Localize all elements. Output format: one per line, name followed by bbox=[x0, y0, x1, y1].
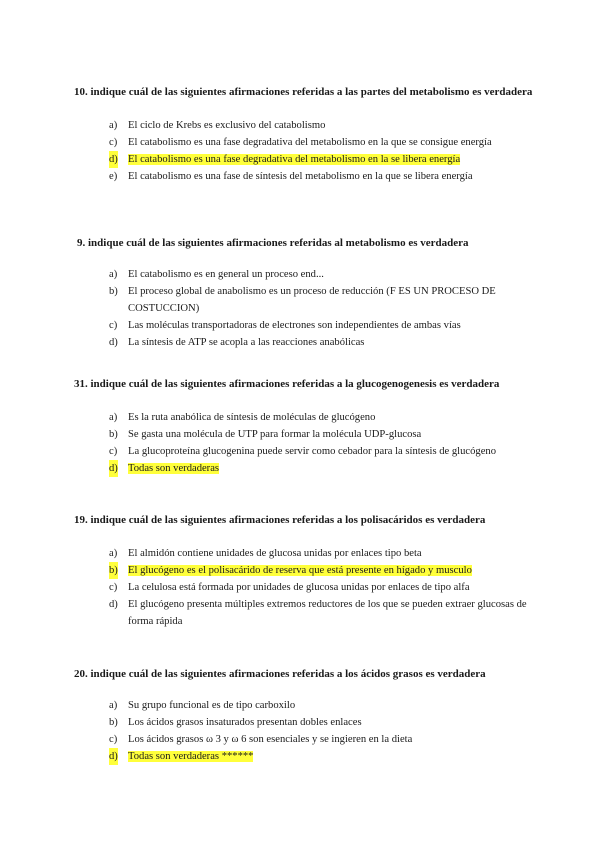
option-text: Es la ruta anabólica de síntesis de moléculas de glucógeno bbox=[128, 412, 376, 423]
option-text: El proceso global de anabolismo es un proceso de reducción (F ES UN PROCESO DE COSTUCCION) bbox=[128, 286, 496, 314]
option-d bbox=[0, 596, 600, 630]
option-letter: c) bbox=[109, 137, 118, 148]
option-b bbox=[0, 283, 600, 317]
question-title: 10. indique cuál de las siguientes afirmaciones referidas a las partes del metabolismo es verdadera bbox=[74, 86, 533, 98]
question-title: 31. indique cuál de las siguientes afirmaciones referidas a la glucogenogenesis es verdadera bbox=[74, 378, 500, 390]
option-text: El ciclo de Krebs es exclusivo del catabolismo bbox=[128, 120, 326, 131]
option-a bbox=[0, 266, 600, 283]
option-letter: a) bbox=[109, 700, 118, 711]
option-text: Los ácidos grasos insaturados presentan dobles enlaces bbox=[128, 717, 362, 728]
option-list bbox=[0, 545, 600, 630]
option-text-highlighted: Todas son verdaderas bbox=[128, 463, 220, 474]
question-title: 20. indique cuál de las siguientes afirmaciones referidas a los ácidos grasos es verdadera bbox=[74, 668, 486, 680]
option-text: El glucógeno presenta múltiples extremos reductores de los que se pueden extraer glucosas de forma rápida bbox=[128, 599, 527, 627]
option-letter: a) bbox=[109, 269, 118, 280]
question-9 bbox=[0, 235, 600, 351]
option-a bbox=[0, 545, 600, 562]
option-text: La celulosa está formada por unidades de glucosa unidas por enlaces de tipo alfa bbox=[128, 582, 470, 593]
option-letter: e) bbox=[109, 171, 118, 182]
option-c bbox=[0, 134, 600, 151]
option-text: La glucoproteína glucogenina puede servir como cebador para la síntesis de glucógeno bbox=[128, 446, 496, 457]
option-b bbox=[0, 426, 600, 443]
question-title: 19. indique cuál de las siguientes afirmaciones referidas a los polisacáridos es verdadera bbox=[74, 514, 486, 526]
option-d bbox=[0, 460, 600, 477]
option-d bbox=[0, 151, 600, 168]
option-c bbox=[0, 443, 600, 460]
option-text: El catabolismo es una fase de síntesis del metabolismo en la que se libera energía bbox=[128, 171, 473, 182]
question-20 bbox=[0, 666, 600, 765]
option-text: Los ácidos grasos ω 3 y ω 6 son esenciales y se ingieren en la dieta bbox=[128, 734, 413, 745]
option-list bbox=[0, 409, 600, 477]
option-text: El catabolismo es una fase degradativa del metabolismo en la que se consigue energía bbox=[128, 137, 492, 148]
option-letter: d) bbox=[109, 748, 118, 765]
question-10 bbox=[0, 84, 600, 185]
option-letter: a) bbox=[109, 412, 118, 423]
option-b bbox=[0, 714, 600, 731]
option-letter: a) bbox=[109, 548, 118, 559]
option-text: La síntesis de ATP se acopla a las reacciones anabólicas bbox=[128, 337, 365, 348]
option-letter: b) bbox=[109, 717, 118, 728]
option-letter: c) bbox=[109, 582, 118, 593]
option-letter: c) bbox=[109, 446, 118, 457]
option-list bbox=[0, 266, 600, 351]
option-letter: b) bbox=[109, 286, 118, 297]
option-text: Las moléculas transportadoras de electrones son independientes de ambas vías bbox=[128, 320, 461, 331]
option-a bbox=[0, 409, 600, 426]
option-letter: a) bbox=[109, 120, 118, 131]
option-text: El almidón contiene unidades de glucosa unidas por enlaces tipo beta bbox=[128, 548, 422, 559]
option-c bbox=[0, 731, 600, 748]
option-list bbox=[0, 117, 600, 185]
option-letter: d) bbox=[109, 599, 118, 610]
question-19 bbox=[0, 512, 600, 630]
option-text-highlighted: El glucógeno es el polisacárido de reserva que está presente en hígado y musculo bbox=[128, 565, 472, 576]
option-c bbox=[0, 579, 600, 596]
option-text-highlighted: El catabolismo es una fase degradativa del metabolismo en la se libera energía bbox=[128, 154, 461, 165]
option-a bbox=[0, 117, 600, 134]
option-list bbox=[0, 697, 600, 765]
option-letter: c) bbox=[109, 320, 118, 331]
option-text: Se gasta una molécula de UTP para formar la molécula UDP-glucosa bbox=[128, 429, 422, 440]
option-c bbox=[0, 317, 600, 334]
question-31 bbox=[0, 376, 600, 477]
option-d bbox=[0, 748, 600, 765]
option-text: Su grupo funcional es de tipo carboxilo bbox=[128, 700, 296, 711]
option-letter: d) bbox=[109, 460, 118, 477]
option-b bbox=[0, 562, 600, 579]
option-e bbox=[0, 168, 600, 185]
option-letter: d) bbox=[109, 151, 118, 168]
option-text-highlighted: Todas son verdaderas ****** bbox=[128, 751, 254, 762]
option-letter: b) bbox=[109, 562, 118, 579]
option-d bbox=[0, 334, 600, 351]
option-letter: d) bbox=[109, 337, 118, 348]
option-letter: c) bbox=[109, 734, 118, 745]
option-a bbox=[0, 697, 600, 714]
question-title: 9. indique cuál de las siguientes afirmaciones referidas al metabolismo es verdadera bbox=[77, 237, 469, 249]
option-text: El catabolismo es en general un proceso end... bbox=[128, 269, 324, 280]
option-letter: b) bbox=[109, 429, 118, 440]
